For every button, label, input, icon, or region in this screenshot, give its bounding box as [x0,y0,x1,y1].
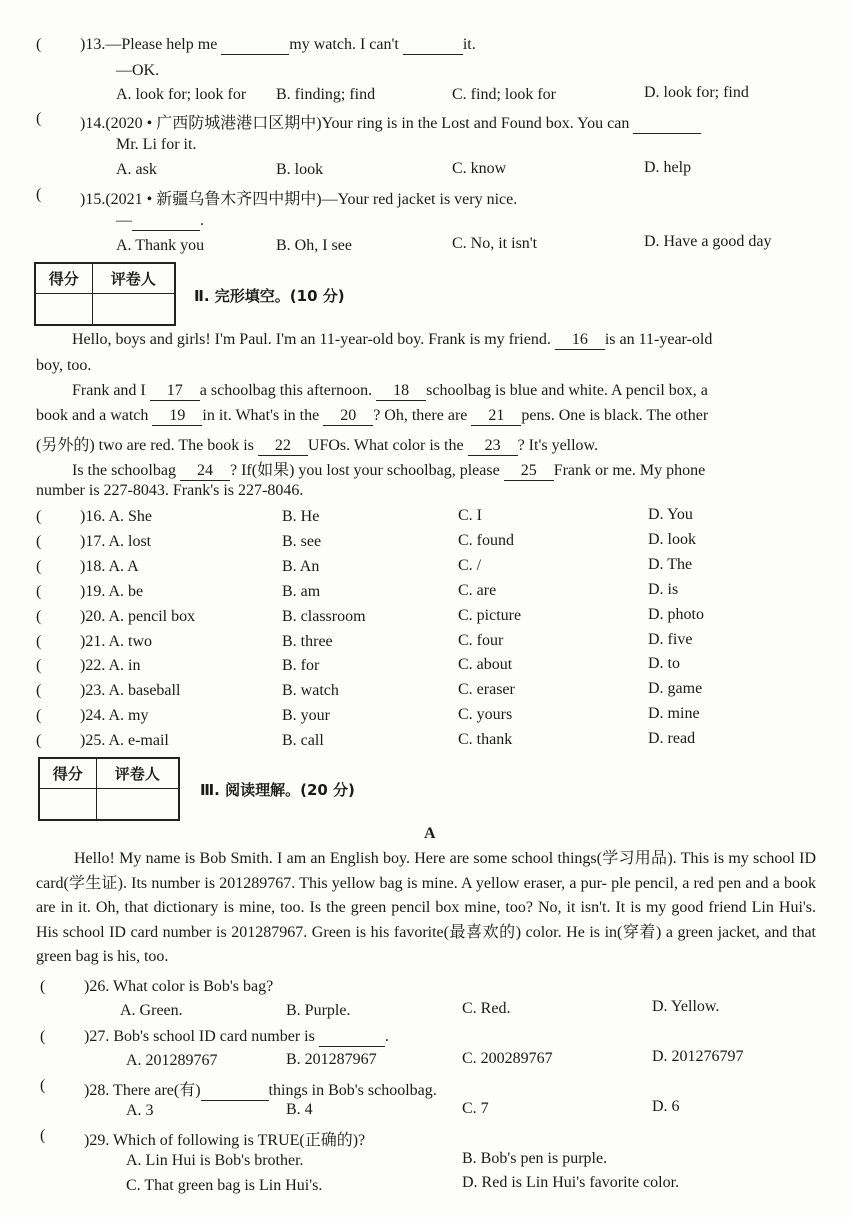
cloze-option-c: C. yours [458,706,513,724]
cloze-option-b: B. see [282,532,322,550]
cloze-option-d: D. mine [648,705,700,723]
q14-continued: Mr. Li for it. [116,136,197,153]
q-text: —Please help me [105,36,218,53]
cloze-option-d: D. game [648,680,703,698]
question-14 [80,110,701,134]
cloze-blank: 23 [468,437,518,456]
score-box [34,262,176,326]
cloze-option-c: C. picture [458,606,522,624]
answer-paren: ( [40,978,46,995]
answer-paren: ( [36,110,42,127]
cloze-option-b: B. call [282,732,324,750]
answer-paren: ( [36,186,42,203]
q-text: (2021 • 新疆乌鲁木齐四中期中)—Your red jacket is very nice. [105,191,518,208]
passage-text: pens. One is black. The other [521,407,709,424]
option-d: D. help [644,159,692,176]
grader-cell [96,789,178,820]
answer-paren: ( [36,508,42,525]
answer-paren: ( [36,732,42,750]
cloze-blank: 25 [504,462,554,481]
cloze-blank: 22 [258,437,308,456]
cloze-option-b: B. An [282,557,320,575]
cloze-option-b: B. am [282,582,321,600]
passage-text: Is the schoolbag [72,462,176,479]
option-b: B. Bob's pen is purple. [462,1150,608,1167]
cloze-option-b: B. classroom [282,607,366,625]
passage-text: is an 11-year-old [604,331,713,348]
answer-paren: ( [40,1028,46,1045]
cloze-option-c: C. / [458,556,482,574]
answer-paren: ( [36,632,42,650]
cloze-option-d: D. five [648,630,693,648]
option-c: C. No, it isn't [452,235,538,252]
cloze-option-d: D. The [648,555,693,573]
passage-text: ? Oh, there are [373,407,468,424]
option-a: A. ask [116,161,157,178]
cloze-line-6 [72,457,705,481]
cloze-question-option-a: )20. A. pencil box [80,607,196,625]
part-label: A [424,825,436,842]
passage-text: ? If(如果) you lost your schoolbag, please [229,462,500,479]
answer-blank [319,1028,385,1047]
reply-dash: — [116,212,132,229]
option-c: C. Red. [462,1000,511,1017]
cloze-option-c: C. eraser [458,681,515,699]
cloze-option-c: C. four [458,631,504,649]
question-28 [84,1077,437,1101]
answer-paren: ( [36,582,42,600]
answer-paren: ( [36,557,42,575]
reading-passage: Hello! My name is Bob Smith. I am an English boy. Here are some school things(学习用品). This is my school ID card(学生证). Its number is 201289767. This yellow bag is mine. A yellow eraser, a pur- ple pencil, a red pen and a book are in it. Oh, that dictionary is mine, too. Is the green pencil box mine, too? No, it isn't. It is my good friend Lin Hui's. His school ID card number is 201287967. Green is his favorite(最喜欢的) color. He is in(穿着) a green jacket, and that green bag is his, too. [36,850,816,965]
cloze-blank: 16 [555,331,605,350]
option-d: D. 201276797 [652,1048,744,1065]
grader-label: 评卷人 [96,759,178,789]
option-c: C. 7 [462,1100,489,1117]
option-a: A. Lin Hui is Bob's brother. [126,1152,304,1169]
score-cell [36,294,93,325]
option-c: C. That green bag is Lin Hui's. [126,1177,323,1194]
q-text: . [384,1028,389,1045]
cloze-option-c: C. are [458,581,497,599]
option-b: B. 4 [286,1101,313,1118]
cloze-option-c: C. about [458,656,513,674]
cloze-option-d: D. look [648,530,696,548]
section-heading-cloze: Ⅱ. 完形填空。(10 分) [194,287,345,305]
cloze-blank: 19 [152,407,202,426]
option-b: B. finding; find [276,86,376,103]
cloze-blank: 17 [150,382,200,401]
option-d: D. look for; find [644,84,749,101]
cloze-blank: 18 [376,382,426,401]
score-box [38,757,180,821]
cloze-question-option-a: )24. A. my [80,707,149,725]
cloze-question-option-a: )19. A. be [80,582,144,600]
score-label: 得分 [40,759,97,789]
passage-text: book and a watch [36,407,149,424]
answer-paren: ( [36,36,42,53]
cloze-line-1 [72,331,712,350]
option-a: A. Green. [120,1002,183,1019]
cloze-blank: 24 [180,462,230,481]
cloze-question-option-a: )23. A. baseball [80,682,181,700]
cloze-blank: 21 [471,407,521,426]
cloze-option-b: B. your [282,707,330,725]
passage-text: schoolbag is blue and white. A pencil box, a [426,382,708,399]
cloze-question-option-a: )25. A. e-mail [80,732,169,750]
answer-blank [132,212,200,231]
cloze-option-d: D. photo [648,605,704,623]
q-number: )15. [80,191,106,208]
passage-text: ? It's yellow. [517,437,599,454]
answer-paren: ( [40,1127,46,1144]
passage-text: UFOs. What color is the [307,437,464,454]
option-c: C. find; look for [452,86,556,103]
option-d: D. Have a good day [644,233,772,250]
option-b: B. Oh, I see [276,237,352,254]
answer-paren: ( [36,682,42,700]
answer-blank [633,115,701,134]
cloze-option-b: B. for [282,657,320,675]
option-d: D. Yellow. [652,998,720,1015]
grader-cell [92,294,174,325]
cloze-option-d: D. You [648,506,693,523]
section-heading-reading: Ⅲ. 阅读理解。(20 分) [200,781,355,799]
cloze-question-option-a: )22. A. in [80,657,141,675]
cloze-line-7: number is 227-8043. Frank's is 227-8046. [36,482,304,499]
cloze-line-5 [36,432,598,456]
q-text: )28. There are(有) [84,1082,201,1099]
cloze-question-option-a: )16. A. She [80,508,152,525]
passage-text: (另外的) two are red. The book is [36,437,254,454]
option-d: D. 6 [652,1098,680,1115]
cloze-question-option-a: )17. A. lost [80,532,152,550]
cloze-option-c: C. thank [458,731,513,749]
answer-blank [201,1082,269,1101]
cloze-option-b: B. He [282,508,320,525]
option-b: B. look [276,161,324,178]
cloze-blank: 20 [323,407,373,426]
option-a: A. 201289767 [126,1052,218,1069]
answer-blank [403,36,463,55]
q-text: (2020 • 广西防城港港口区期中)Your ring is in the Lost and Found box. You can [105,115,630,132]
passage-text: Frank and I [72,382,146,399]
passage-text: Frank or me. My phone [553,462,706,479]
q-text: my watch. I can't [289,36,399,53]
answer-paren: ( [36,607,42,625]
answer-paren: ( [36,532,42,550]
question-29: )29. Which of following is TRUE(正确的)? [84,1132,366,1149]
option-a: A. 3 [126,1102,154,1119]
grader-label: 评卷人 [92,264,174,294]
score-label: 得分 [36,264,93,294]
answer-paren: ( [36,707,42,725]
cloze-option-d: D. to [648,655,680,673]
score-cell [40,789,97,820]
cloze-option-c: C. I [458,507,482,524]
option-a: A. Thank you [116,237,205,254]
question-13 [80,36,476,55]
option-c: C. know [452,160,507,177]
option-a: A. look for; look for [116,86,247,103]
question-26: )26. What color is Bob's bag? [84,978,274,995]
cloze-question-option-a: )18. A. A [80,557,139,575]
option-b: B. Purple. [286,1002,351,1019]
q15-reply: — . [116,212,204,229]
q-text: )27. Bob's school ID card number is [84,1028,315,1045]
cloze-line-4 [36,407,708,426]
answer-paren: ( [40,1077,46,1094]
option-c: C. 200289767 [462,1050,553,1067]
cloze-option-b: B. watch [282,682,339,700]
answer-blank [221,36,289,55]
q-text: things in Bob's schoolbag. [268,1082,437,1099]
passage-text: a schoolbag this afternoon. [199,382,373,399]
cloze-line-2: boy, too. [36,357,92,374]
cloze-option-d: D. is [648,580,679,598]
q-number: )13. [80,36,106,53]
option-b: B. 201287967 [286,1051,377,1068]
cloze-option-c: C. found [458,531,514,549]
passage-text: in it. What's in the [202,407,320,424]
passage-text: Hello, boys and girls! I'm Paul. I'm an 11-year-old boy. Frank is my friend. [72,331,551,348]
cloze-line-3 [72,382,708,401]
question-15 [80,186,517,209]
option-d: D. Red is Lin Hui's favorite color. [462,1174,680,1191]
q13-reply: —OK. [116,62,160,79]
cloze-option-d: D. read [648,730,696,748]
cloze-question-option-a: )21. A. two [80,632,152,650]
answer-paren: ( [36,657,42,675]
cloze-option-b: B. three [282,632,333,650]
q-number: )14. [80,115,106,132]
q-text: it. [462,36,476,53]
question-27 [84,1028,389,1047]
